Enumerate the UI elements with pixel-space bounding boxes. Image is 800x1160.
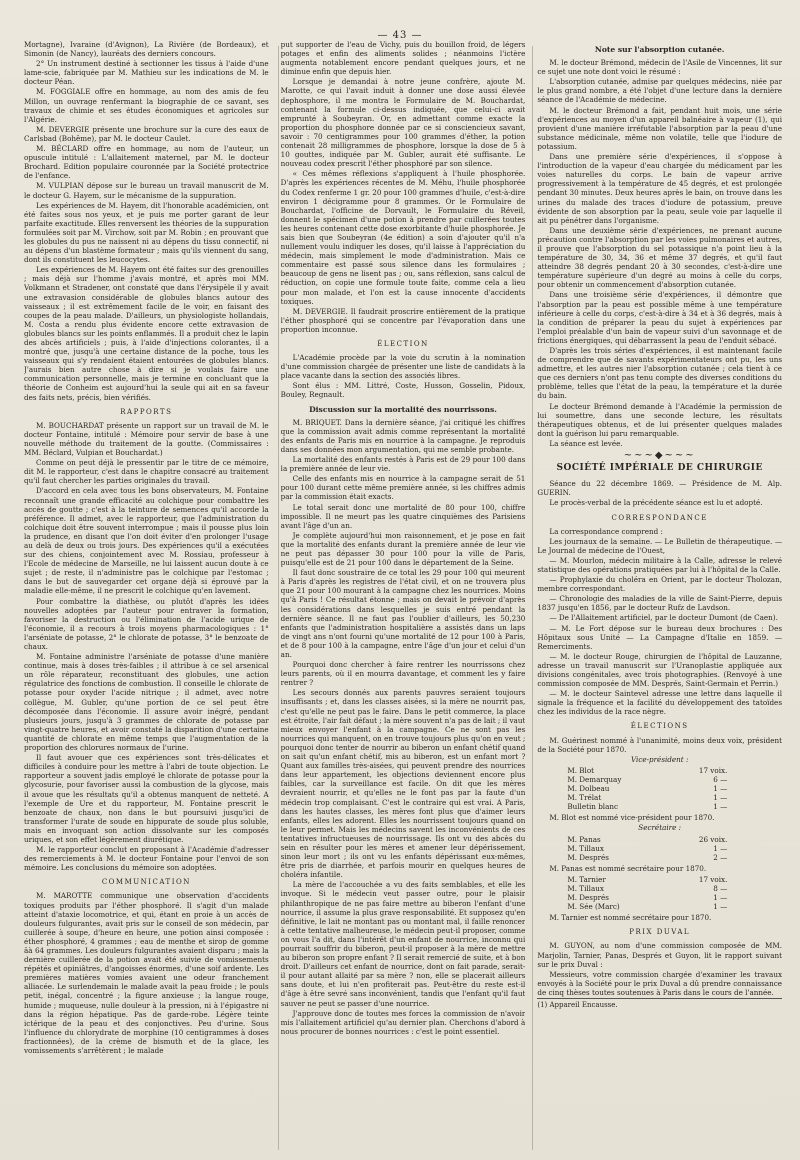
result-row: M. Demarquay 6 — [567,774,728,784]
section-heading-elections: ÉLECTIONS [630,722,689,731]
subheading-secretaire: Secrétaire : [638,823,682,833]
paragraph: M. Tarnier est nommé secrétaire pour 1870. [549,913,712,923]
page-number: — 43 — [377,30,423,41]
paragraph: Pourquoi donc chercher à faire rentrer les nourrissons chez leurs parents, où il en mourra davantage, et comment les y faire rentrer ? [280,660,526,688]
paragraph: La correspondance comprend : [549,526,663,536]
paragraph: Dans une deuxième série d'expériences, ne prenant aucune précaution contre l'absorption par les voies pulmonaires et autres, il prouve que l'absorption du sel potassique n'a point lieu à la température de 30, 34, 36 et même 37 degrés, et qu'il faut atteindre 38 degrés pendant 20 à 30 secondes, c'est-à-dire une température supérieure d'un degré au moins à celle du corps, pour obtenir un commencement d'absorption cutanée. [537,225,783,290]
paragraph: Les secours donnés aux parents pauvres seraient toujours insuffisants ; et, dans les classes aisées, si la mère ne nourrit pas, c'est qu'elle ne peut pas le faire. Dans le petit commerce, la place est étroite, l'air fait défaut ; la mère souvent n'a pas de lait ; il vaut mieux envoyer l'enfant à la campagne. Ce ne sont pas les nourrices qui manquent, on en trouve toujours plus qu'on en veut ; pourquoi donc tenter de nourrir au biberon un enfant chétif quand on sait qu'un enfant chétif, mis au biberon, est un enfant mort ? Quant aux familles très-aisées, qui peuvent prendre des nourrices dans leur appartement, les objections deviennent encore plus faibles, car la surveillance est facile. On dit que les mères devraient nourrir, et qu'elles ne le font pas par la faute d'un médecin trop complaisant. C'est le contraire qui est vrai. A Paris, dans les hautes classes, les mères font plus que d'aimer leurs enfants, elles les adorent. Elles les nourrissent toujours quand on le leur permet. Mais les médecins savent les inconvénients de ces tentatives infructueuses de nourrissage. Ils ont vu des abcès du sein en résulter pour les mères et amener leur dépérissement, sinon leur mort ; ils ont vu les enfants dépérissant eux-mêmes, être pris de diarrhée, et parfois mourir en quelques heures de choléra infantile. [280,688,526,880]
paragraph: 2° Un instrument destiné à sectionner les tissus à l'aide d'une lame-scie, fabriquée par M. Mathieu sur les indications de M. le docteur Péan. [24,59,269,87]
paragraph: Lorsque je demandai à notre jeune confrère, ajoute M. Marotte, ce qui l'avait induit à donner une dose aussi élevée dephosphore, il me montra le Formulaire de M. Bouchardat, contenant la formule ci-dessus indiquée, que celui-ci avait emprunté à Soubeyran. Or, en admettant comme exacte la proportion du phosphore donnée par ce si consciencieux savant, savoir : 70 centigrammes pour 100 grammes d'éther, la potion contenait 28 milligrammes de phosphore, lorsque la dose de 5 à 10 gouttes, indiquée par M. Gubler, aurait été suffisante. Le nouveau codex prescrit l'éther phosphoré par son silence. [280,77,526,169]
result-row: M. Després 1 — [567,893,728,903]
column-divider [532,46,533,1150]
secretary-results [567,835,782,862]
paragraph: M. Fontaine administre l'arséniate de potasse d'une manière continue, mais à doses très-faibles ; il attribue à ce sel arsenical un rôle réparateur, reconstituant des globules, une action régulatrice des fonctions de combustion. Il conseille le chlorate de potasse pour oxyder l'acide nitrique ; il admet, avec notre collègue, M. Gubler, qu'une portion de ce sel peut être décomposée dans l'économie. Il assure avoir inégré, pendant plusieurs jours, jusqu'à 3 grammes de chlorate de potasse par vingt-quatre heures, et avoir constaté la disparition d'une certaine quantité de chlorate en même temps que l'augmentation de la proportion des chlorures normaux de l'urine. [24,652,269,753]
paragraph: M. le rapporteur conclut en proposant à l'Académie d'adresser des remerciements à M. le docteur Fontaine pour l'envoi de son mémoire. Les conclusions du mémoire son adoptées. [24,845,269,873]
paragraph: M. Guérinest nommé à l'unanimité, moins deux voix, président de la Société pour 1870. [537,735,783,754]
result-row: M. Trélat 1 — [567,793,728,803]
paragraph: Dans une première série d'expériences, il s'oppose à l'introduction de la vapeur d'eau chargée du médicament par les voies naturelles du corps. Le bain de vapeur arrive progressivement à la température de 45 degrés, et est prolongée pendant 30 minutes. Deux heures après le bain, on trouve dans les urines du malade des traces d'iodure de potassium, preuve évidente de son absorption par la peau, seule voie par laquelle il ait pu pénétrer dans l'organisme. [537,152,783,225]
paragraph: L'absorption cutanée, admise par quelques médecins, niée par le plus grand nombre, a été l'objet d'une lecture dans la dernière séance de l'Académie de médecine. [537,77,783,105]
result-row: M. Tillaux 1 — [567,843,728,853]
result-row: M. Tillaux 8 — [567,883,728,893]
paragraph: Il faut avouer que ces expériences sont très-délicates et difficiles à conduire pour les mettre à l'abri de toute objection. Le rapporteur a souvent jadis employé le chlorate de potasse pour la glycosurie, pour favoriser aussi la combustion de la glycose, mais il avoue que les résultats qu'il a obtenus manquent de netteté. A l'exemple de Ure et du rapporteur, M. Fontaine prescrit le benzoate de chaux, non dans le but poursuivi jusqu'ici de transformer l'urate de soude en hippurate de soude plus soluble, mais en invoquant son action dissolvante sur les composés uriques, et son effet légèrement diurétique. [24,753,269,844]
paragraph: Messieurs, votre commission chargée d'examiner les travaux envoyés à la Société pour le prix Duval a dû prendre connaissance de cinq thèses toutes soutenues à Paris dans le cours de l'année. [537,969,783,997]
paragraph: Les expériences de M. Hayem ont été faites sur des grenouilles ; mais déjà sur l'homme j'avais montré, et après moi MM. Volkmann et Stradener, ont constaté que dans l'érysipèle il y avait une extravasion considérable de globules blancs autour des vaisseaux ; il est extrêmement facile de le voir, en faisant des coupes de la peau malade. D'ailleurs, un physiologiste hollandais, M. Costa a rendu plus évidente encore cette extravasion de globules blancs sur les points enflammés. Il a produit chez le lapin des abcès artificiels ; puis, à l'aide d'injections colorantes, il a montré que, jusqu'à une certaine distance de la poche, tous les vaisseaux qui s'y rendaient étaient entourées de globules blancs. J'aurais bien autre chose à dire si je voulais faire une communication personnelle, mais je termine en concluant que la théorie de Conheim est aujourd'hui la seule qui ait en sa faveur des faits nets, précis, bien vérifiés. [24,265,269,402]
paragraph: — M. le docteur Rouge, chirurgien de l'hôpital de Lauzanne, adresse un travail manuscrit sur l'Uranoplastie appliquée aux divisions congénitales, avec trois photographies. (Renvoyé à une commission composée de MM. Després, Saint-Germain et Perrin.) [537,651,783,689]
section-heading-election: ÉLECTION [377,340,429,348]
society-heading: SOCIÉTÉ IMPÉRIALE DE CHIRURGIE [556,463,763,474]
paragraph: Le procès-verbal de la précédente séance est lu et adopté. [549,498,763,508]
paragraph: L'Académie procède par la voie du scrutin à la nomination d'une commission chargée de présenter une liste de candidats à la place vacante dans la section des associés libres. [280,353,526,381]
note-title: Note sur l'absorption cutanée. [594,45,725,54]
paragraph: Celle des enfants mis en nourrice à la campagne serait de 51 pour 100 durant cette même première année, si les chiffres admis par la commission était exacts. [280,474,526,502]
paragraph: M. FOGGIALE offre en hommage, au nom des amis de feu Millon, un ouvrage renfermant la biographie de ce savant, ses travaux de chimie et ses études économiques et agricoles sur l'Algérie. [24,87,269,124]
paragraph: M. le docteur Brémond, médecin de l'Asile de Vincennes, lit sur ce sujet une note dont voici le résumé : [537,58,783,77]
result-row: M. Panas 26 voix. [567,834,728,844]
paragraph: — M. Le Fort dépose sur le bureau deux brochures : Des Hôpitaux sous Unité — La Campagne d'Italie en 1859. — Remerciments. [537,623,783,651]
column-right [537,40,782,1150]
paragraph: — Chronologie des maladies de la ville de Saint-Pierre, depuis 1837 jusqu'en 1856, par le docteur Rufz de Lavdson. [537,594,783,613]
paragraph: Le docteur Brémond demande à l'Académie la permission de lui soumettre, dans une seconde lecture, les résultats thérapeutiques obtenus, et de lui présenter quelques malades dont la guérison lui paru remarquable. [537,401,783,438]
subheading-vice-president: Vice-président : [630,754,689,764]
section-heading-discussion: Discussion sur la mortalité des nourrissons. [309,404,497,414]
paragraph: M. GUYON, au nom d'une commission composée de MM. Marjolin, Tarnier, Panas, Després et Guyon, lit le rapport suivant sur le prix Duval : [537,941,783,969]
paragraph: — M. Mourlon, médecin militaire à la Calle, adresse le relevé statistique des opérations pratiquées par lui à l'hôpital de la Calle. [537,555,783,574]
paragraph: M. BÉCLARD offre en hommage, au nom de l'auteur, un opuscule intitulé : L'allaitement maternel, par M. le docteur Brochard. Edition populaire couronnée par la Société protectrice de l'enfance. [24,144,269,181]
section-heading-rapports: RAPPORTS [120,407,173,416]
paragraph: Les journaux de la semaine. — Le Bulletin de thérapeutique. — Le Journal de médecine de l'Ouest, [537,536,783,555]
paragraph: M. Panas est nommé secrétaire pour 1870. [549,863,707,873]
result-row: M. Blot 17 voix. [567,765,728,775]
column-left [24,40,269,1150]
paragraph: J'approuve donc de toutes mes forces la commission de n'avoir mis l'allaitement artificiel qu'au dernier plan. Cherchons d'abord à nous procurer de bonnes nourrices : c'est le point essentiel. [280,1008,526,1036]
result-row: Bulletin blanc 1 — [567,802,728,812]
section-heading-correspondance: CORRESPONDANCE [611,513,708,522]
paragraph: Mortagne), Ivaraine (d'Avignon), La Rivière (de Bordeaux), et Simonin (de Nancy), lauréats des derniers concours. [24,40,269,59]
paragraph: Sont élus : MM. Littré, Coste, Husson, Gosselin, Pidoux, Bouley, Regnault. [280,381,526,400]
session-line: Séance du 22 décembre 1869. — Présidence de M. Alp. GUERIN. [537,479,783,498]
paragraph: La séance est levée. [549,438,623,448]
column-divider [278,46,279,1150]
paragraph: M. MAROTTE communique une observation d'accidents toxiques produits par l'éther phosphoré. Il s'agit d'un malade atteint d'ataxie locomotrice, et qui, étant en proie à un accès de douleurs fulgurantes, avait pris sur le conseil de son médecin, par cuillerée à soupe, d'heure en heure, une potion ainsi composée : éther phosphoré, 4 grammes ; eau de menthe et sirop de gomme âà 64 grammes. Les douleurs fulgurantes avaient disparu ; mais la dernière cuillerée de la potion avait été suivie de vomissements répétés et opiniâtres, d'angoisses énormes, d'une soif ardente. Les premières matières vomies avaient une odeur franchement alliacée. Le surlendemain le malade avait la peau froide ; le pouls petit, inégal, concentré ; la figure anxieuse ; la langue rouge, humide ; muqueuse, nulle douleur à la pression, ni à l'épigastre ni dans la région hépatique. Pas de garde-robe. Légère teinte ictérique de la peau et des conjonctives. Peu d'urine. Sous l'influence du chlorydrate de morphine (10 centigrammes à doses fractionnées), de la crème de bismuth et de la glace, les vomissements s'arrêtèrent ; le malade [24,891,269,1056]
paragraph: M. DEVERGIE. Il faudrait proscrire entièrement de la pratique l'éther phosphoré qui se concentre par l'évaporation dans une proportion inconnue. [280,306,526,334]
column-middle [281,40,526,1150]
paragraph: « Ces mêmes réflexions s'appliquent à l'huile phosphorée. D'après les expériences récentes de M. Méhu, l'huile phosphorée du Codex renferme 1 gr. 20 pour 100 grammes d'huile, c'est-à-dire environ 1 décigramme pour 8 grammes. Or le Formulaire de Bouchardat, l'officine de Dorvault, le Formulaire du Réveil, donnent le spécimen d'une potion à prendre par cuillerées toutes les heures contenant cette dose exorbitante d'huile phosphorée. Je sais bien que Soubeyran (4e édition) a soin d'ajouter qu'il n'a nullement voulu indiquer les doses, qu'il laisse à l'appréciation du médecin, mais simplement le mode d'administration. Mais ce commentaire est passé sous silence dans les formulaires ; beaucoup de gens ne lisent pas ; ou, sans réflexion, sans calcul de réduction, on copie une formule toute faite, comme cela a lieu pour mon malade, et l'on est la cause innocente d'accidents toxiques. [280,169,526,306]
result-row: M. Després 2 — [567,852,728,862]
second-secretary-results [567,875,782,911]
paragraph: Les expériences de M. Hayem, dit l'honorable académicien, ont été faites sous nos yeux, et je puis me porter garant de leur parfaite exactitude. Elles renversent les théories de la suppuration formulées soit par M. Virchow, soit par M. Robin ; en prouvant que les globules du pus ne naissent ni au dépens du tissu connectif, ni au dépens d'un blastème formateur ; mais qu'ils viennent du sang, dont ils constituent les leucocytes. [24,200,269,265]
paragraph: M. DEVERGIE présente une brochure sur la cure des eaux de Carlsbad (Bohême), par M. le docteur Caulet. [24,124,269,143]
section-heading-communication: COMMUNICATION [101,878,191,887]
paragraph: Le total serait donc une mortalité de 80 pour 100, chiffre impossible. Il ne meurt pas les quatre cinquièmes des Parisiens avant l'âge d'un an. [280,502,526,530]
paragraph: M. BRIQUET. Dans la dernière séance, j'ai critiqué les chiffres que la commission avait admis comme représentant la mortalité des enfants de Paris mis en nourrice à la campagne. Je reproduis dans ses données mon argumentation, qui me semble probante. [280,417,526,454]
paragraph: put supporter de l'eau de Vichy, puis du bouillon froid, de légers potages et enfin des aliments solides ; néanmoins l'ictère augmenta notablement encore pendant quelques jours, et ne diminue enfin que depuis hier. [280,40,526,77]
columns [24,40,782,1150]
paragraph: M. VULPIAN dépose sur le bureau un travail manuscrit de M. le docteur G. Hayem, sur le mécanisme de la suppuration. [24,181,269,200]
paragraph: — Prophylaxie du choléra en Orient, par le docteur Tholozan, membre correspondant. [537,575,783,594]
result-row: M. Tarnier 17 voix. [567,874,728,884]
paragraph: Il faut donc soustraire de ce total les 29 pour 100 qui meurent à Paris d'après les registres de l'état civil, et on ne trouvera plus que 21 pour 100 mourant à la campagne chez les nourrices. Moins qu'à Paris ! Ce résultat étonne ; mais on devait le prévoir d'après les considérations dans lesquelles je suis entré pendant la dernière séance. Il ne faut pas l'oublier d'ailleurs, les 50,230 enfants que l'administration hospitalière a assistés dans un laps de vingt ans n'ont fourni qu'une mortalité de 12 pour 100 à Paris, et de 8 pour 100 à la campagne, entre l'âge d'un jour et celui d'un an. [280,568,526,659]
vice-president-results [567,766,782,811]
result-row: M. Sée (Marc) 1 — [567,902,728,912]
paragraph: Dans une troisième série d'expériences, il démontre que l'absorption par la peau est possible même à une température inférieure à celle du corps, c'est-à-dire à 34 et à 36 degrés, mais à la condition de préparer la peau du sujet à expériences par l'emploi préalable d'un bain de vapeur suivi d'un savonnage et de frictions énergiques, qui débarrassent la peau de l'enduit sébacé. [537,290,783,345]
paragraph: La mortalité des enfants restés à Paris est de 29 pour 100 dans la première année de leur vie. [280,455,526,474]
paragraph: M. BOUCHARDAT présente un rapport sur un travail de M. le docteur Fontaine, intitulé : Mémoire pour servir de base à une nouvelle méthode du traitement de la goutte. (Commissaires : MM. Béclard, Vulpian et Bouchardat.) [24,420,269,458]
paragraph: Je complète aujourd'hui mon raisonnement, et je pose en fait que la mortalité des enfants durant la première année de leur vie ne peut pas dépasser 30 pour 100 pour la ville de Paris, puisqu'elle est de 21 pour 100 dans le département de la Seine. [280,530,526,568]
paragraph: Comme on peut déjà le pressentir par le titre de ce mémoire, dit M. le rapporteur, c'est dans le chapitre consacré au traitement qu'il faut chercher les parties originales du travail. [24,458,269,486]
section-heading-prix-duval: PRIX DUVAL [629,928,691,937]
paragraph: — De l'Allaitement artificiel, par le docteur Dumont (de Caen). [549,613,778,623]
paragraph: — M. le docteur Saintevel adresse une lettre dans laquelle il signale la fréquence et la facilité du développement des tatoïdes chez les individus de la race nègre. [537,689,783,717]
paragraph: La mère de l'accouchée a vu des faits semblables, et elle les invoque. Si le médecin veut passer outre, pour le plaisir philanthropique de ne pas faire mettre au biberon l'enfant d'une nourrice, il assume la plus grave responsabilité. Et supposez qu'en définitive, le lait ne montant pas ou montant mal, il faille renoncer à cette tentative malheureuse, le médecin peut-il proposer, comme on vous l'a dit, dans l'intérêt d'un enfant de nourrice, inconnu qui pourrait souffrir du biberon, peut-il proposer à la mère de mettre au biberon son propre enfant ? Il serait remercié de suite, et à bon droit. D'ailleurs cet enfant de nourrice, dont on fait parade, serait-il pour autant allaité par sa mère ? non, elle se placerait ailleurs sans doute, et lui n'en profiterait pas. Peut-être du reste est-il d'âge à être sevré sans inconvénient, tandis que l'enfant qu'il faut sauver ne peut se passer d'une nourrice. [280,880,526,1008]
paragraph: D'accord en cela avec tous les bons observateurs, M. Fontaine reconnaît une grande efficacité au colchique pour combattre les accès de goutte ; c'est à la teinture de semences qu'il accorde la préférence. Il admet, avec le rapporteur, que l'administration du colchique doit être souvent interrompue ; mais il pousse plus loin la prudence, en disant que l'on doit éviter d'en prolonger l'usage au delà de deux ou trois jours. Des expériences qu'il a exécutées sur des chiens, conjointement avec M. Rossiau, professeur à l'Ecole de médecine de Marseille, ne lui laissent aucun doute à ce sujet ; de reste, il n'administre pas le colchique par l'estomac ; dans le but de sauvegarder cet organe déjà si éprouvé par la maladie elle-même, il ne prescrit le colchique qu'en lavement. [24,486,269,596]
paragraph: Pour combattre la diathèse, ou plutôt d'après les idées nouvelles adoptées par l'auteur pour entraver la formation, favoriser la destruction ou l'élimination de l'acide urique de l'économie, il a recours à trois moyens pharmacologiques : 1° l'arséniate de potasse, 2° le chlorate de potasse, 3° le benzoate de chaux. [24,596,269,651]
paragraph: M. Blot est nommé vice-président pour 1870. [549,813,715,823]
ornament-divider: ~~~◆~~~ [623,450,696,462]
footnote: (1) Appareil Encausse. [537,998,782,1010]
paragraph: M. le docteur Brémond a fait, pendant huit mois, une série d'expériences au moyen d'un appareil balnéaire à vapeur (1), qui provient d'une manière irréfutable l'absorption par la peau d'une substance médicinale, même non volatile, telle que l'iodure de potassium. [537,105,783,151]
result-row: M. Dolbeau 1 — [567,784,728,794]
paragraph: D'après les trois séries d'expériences, il est maintenant facile de comprendre que de savants expérimentateurs ont pu, les uns admettre, et les autres nier l'absorption cutanée ; cela tient à ce que ces derniers n'ont pas tenu compte des diverses conditions du problème, telles que l'état de la peau, la température et la durée du bain. [537,346,783,401]
